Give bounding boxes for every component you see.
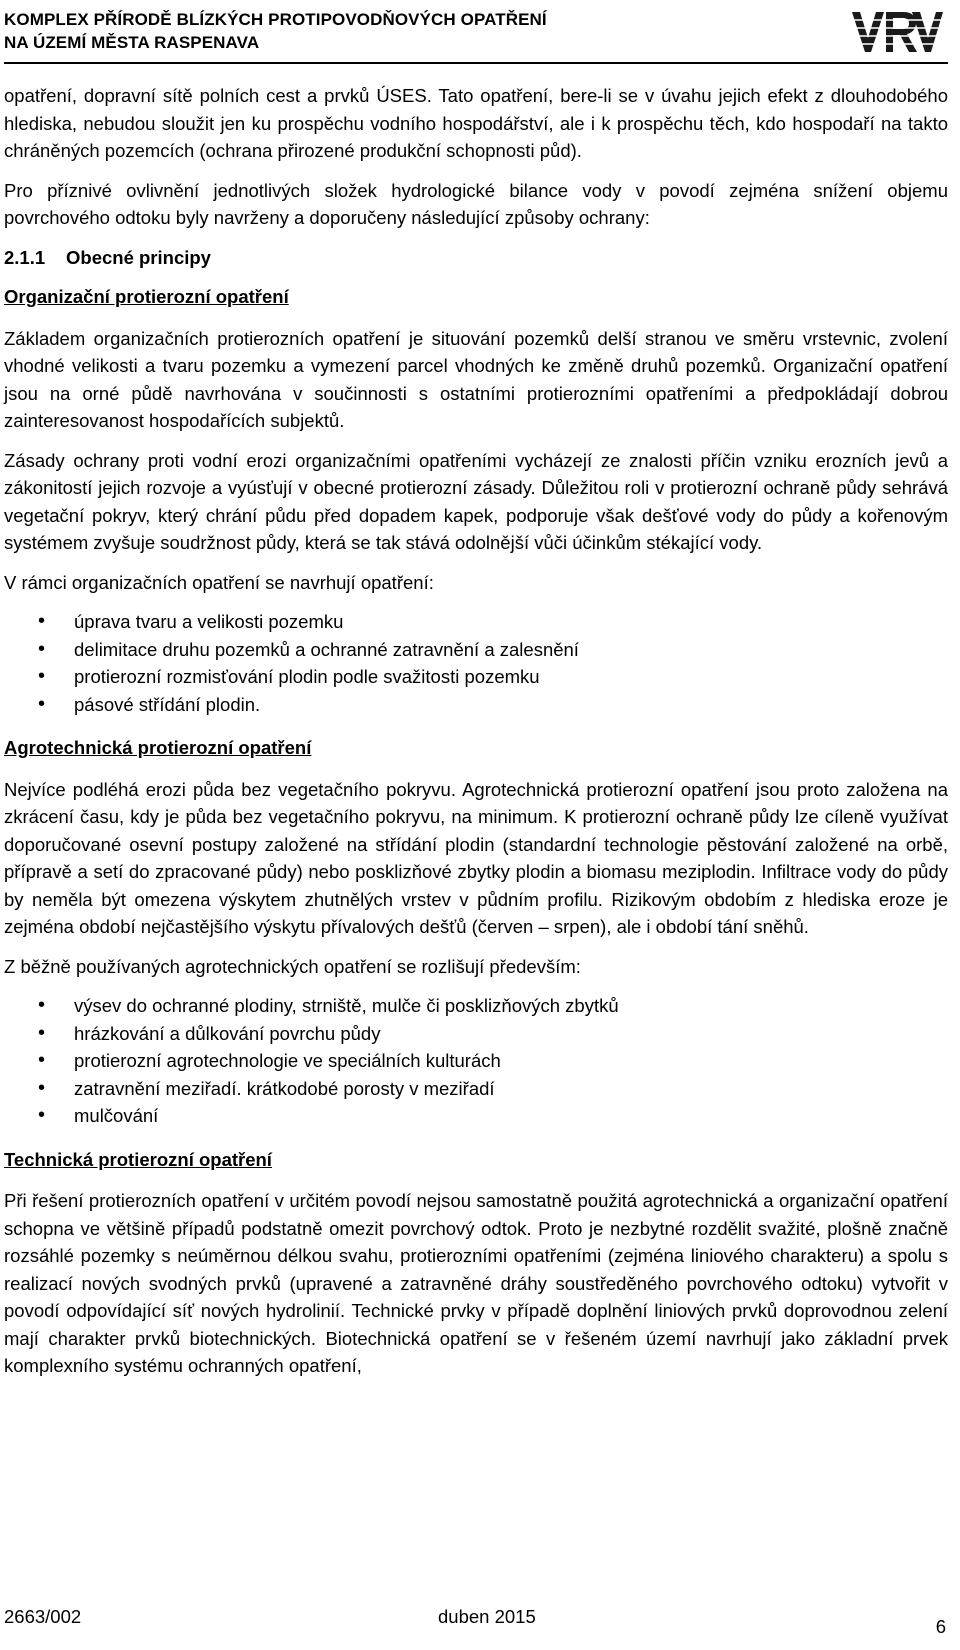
paragraph-intro-continuation: opatření, dopravní sítě polních cest a prvků ÚSES. Tato opatření, bere-li se v úvahu jejich efekt z dlouhodobého hlediska, nebudou sloužit jen ku prospěchu vodního hospodářství, ale i k prospěchu těch, kdo hospodaří na takto chráněných pozemcích (ochrana přirozené produkční schopnosti půd). [4,85,948,161]
list-item: • pásové střídání plodin. [4,691,948,719]
header-title-line2: NA ÚZEMÍ MĚSTA RASPENAVA [4,33,260,52]
section-number: 2.1.1 [4,246,46,268]
header-divider [4,62,948,64]
paragraph-agro-1: Nejvíce podléhá erozi půda bez vegetačního pokryvu. Agrotechnická protierozní opatření jsou proto založena na zkrácení času, kdy je půda bez vegetačního pokryvu, na minimum. K protierozní ochraně půdy lze cíleně využívat doporučované osevní postupy založené na střídání plodin (standardní technologie pěstování založené na orbě, přípravě a setí do zpracované půdy) nebo posklizňové zbytky plodin a biomasu meziplodin. Infiltrace vody do půdy by neměla být omezena výskytem zhutnělých vrstev v půdním profilu. Rizikovým obdobím z hlediska eroze je zejména období nejčastějšího výskytu přívalových dešťů (červen – srpen), ale i období tání sněhů. [4,778,948,937]
paragraph-org-1: Základem organizačních protierozních opatření je situování pozemků delší stranou ve směru vrstevnic, zvolení vhodné velikosti a tvaru pozemku a vymezení parcel vhodných ke změně druhů pozemků. Organizační opatření jsou na orné půdě navrhována v součinnosti s ostatními protierozními opatřeními a předpokládají dobrou zainteresovanost hospodařících subjektů. [4,327,948,431]
org-measures-list [4,608,948,718]
heading-technical-measures: Technická protierozní opatření [4,1148,272,1170]
heading-organizational-measures: Organizační protierozní opatření [4,286,289,307]
vrv-logo [850,8,944,58]
footer-page-number: 6 [935,1616,946,1637]
list-item: • delimitace druhu pozemků a ochranné zatravnění a zalesnění [4,636,948,664]
paragraph-org-3: V rámci organizačních opatření se navrhují opatření: [4,571,434,593]
section-title: Obecné principy [66,246,211,268]
header-title-line1: KOMPLEX PŘÍRODĚ BLÍZKÝCH PROTIPOVODŇOVÝCH OPATŘENÍ [4,10,547,29]
list-item: • hrázkování a důlkování povrchu půdy [4,1020,948,1048]
list-item: • zatravnění meziřadí. krátkodobé porosty v meziřadí [4,1075,948,1103]
list-item: • mulčování [4,1102,948,1130]
footer-date: duben 2015 [438,1606,536,1627]
list-item: • úprava tvaru a velikosti pozemku [4,608,948,636]
list-item: • protierozní agrotechnologie ve speciálních kulturách [4,1047,948,1075]
paragraph-agro-2: Z běžně používaných agrotechnických opatření se rozlišují především: [4,955,581,977]
page-footer [4,1606,948,1646]
section-heading [4,244,948,272]
list-item: • výsev do ochranné plodiny, strniště, mulče či posklizňových zbytků [4,992,948,1020]
heading-agrotechnical-measures: Agrotechnická protierozní opatření [4,737,312,758]
page-header [4,8,944,56]
paragraph-hydrologic-balance: Pro příznivé ovlivnění jednotlivých složek hydrologické bilance vody v povodí zejména snížení objemu povrchového odtoku byly navrženy a doporučeny následující způsoby ochrany: [4,179,948,228]
document-body [4,82,948,1392]
footer-doc-number: 2663/002 [4,1606,82,1627]
paragraph-org-2: Zásady ochrany proti vodní erozi organizačními opatřeními vycházejí ze znalosti příčin vzniku erozních jevů a zákonitostí jejich rozvoje a vyúsťují v obecné protierozní zásady. Důležitou roli v protierozní ochraně půdy sehrává vegetační pokryv, který chrání půdu před dopadem kapek, podporuje však dešťové vody do půdy a kořenovým systémem zvyšuje soudržnost půdy, která se tak stává odolnější vůči účinkům stékající vody. [4,449,948,553]
paragraph-tech-1: Při řešení protierozních opatření v určitém povodí nejsou samostatně použitá agrotechnická a organizační opatření schopna ve většině případů podstatně omezit povrchový odtok. Proto je nezbytné rozdělit svažité, plošně značně rozsáhlé pozemky s neúměrnou délkou svahu, protierozními opatřeními (zejména liniového charakteru) a spolu s realizací nových svodných prvků (upravené a zatravněné dráhy soustředěného povrchového odtoku) vytvořit v povodí odpovídající síť nových hydrolinií. Technické prvky v případě doplnění liniových prvků doprovodnou zelení mají charakter prvků biotechnických. Biotechnická opatření se v řešeném území navrhují jako základní prvek komplexního systému ochranných opatření, [4,1190,948,1376]
agro-measures-list [4,992,948,1130]
list-item: • protierozní rozmisťování plodin podle svažitosti pozemku [4,663,948,691]
